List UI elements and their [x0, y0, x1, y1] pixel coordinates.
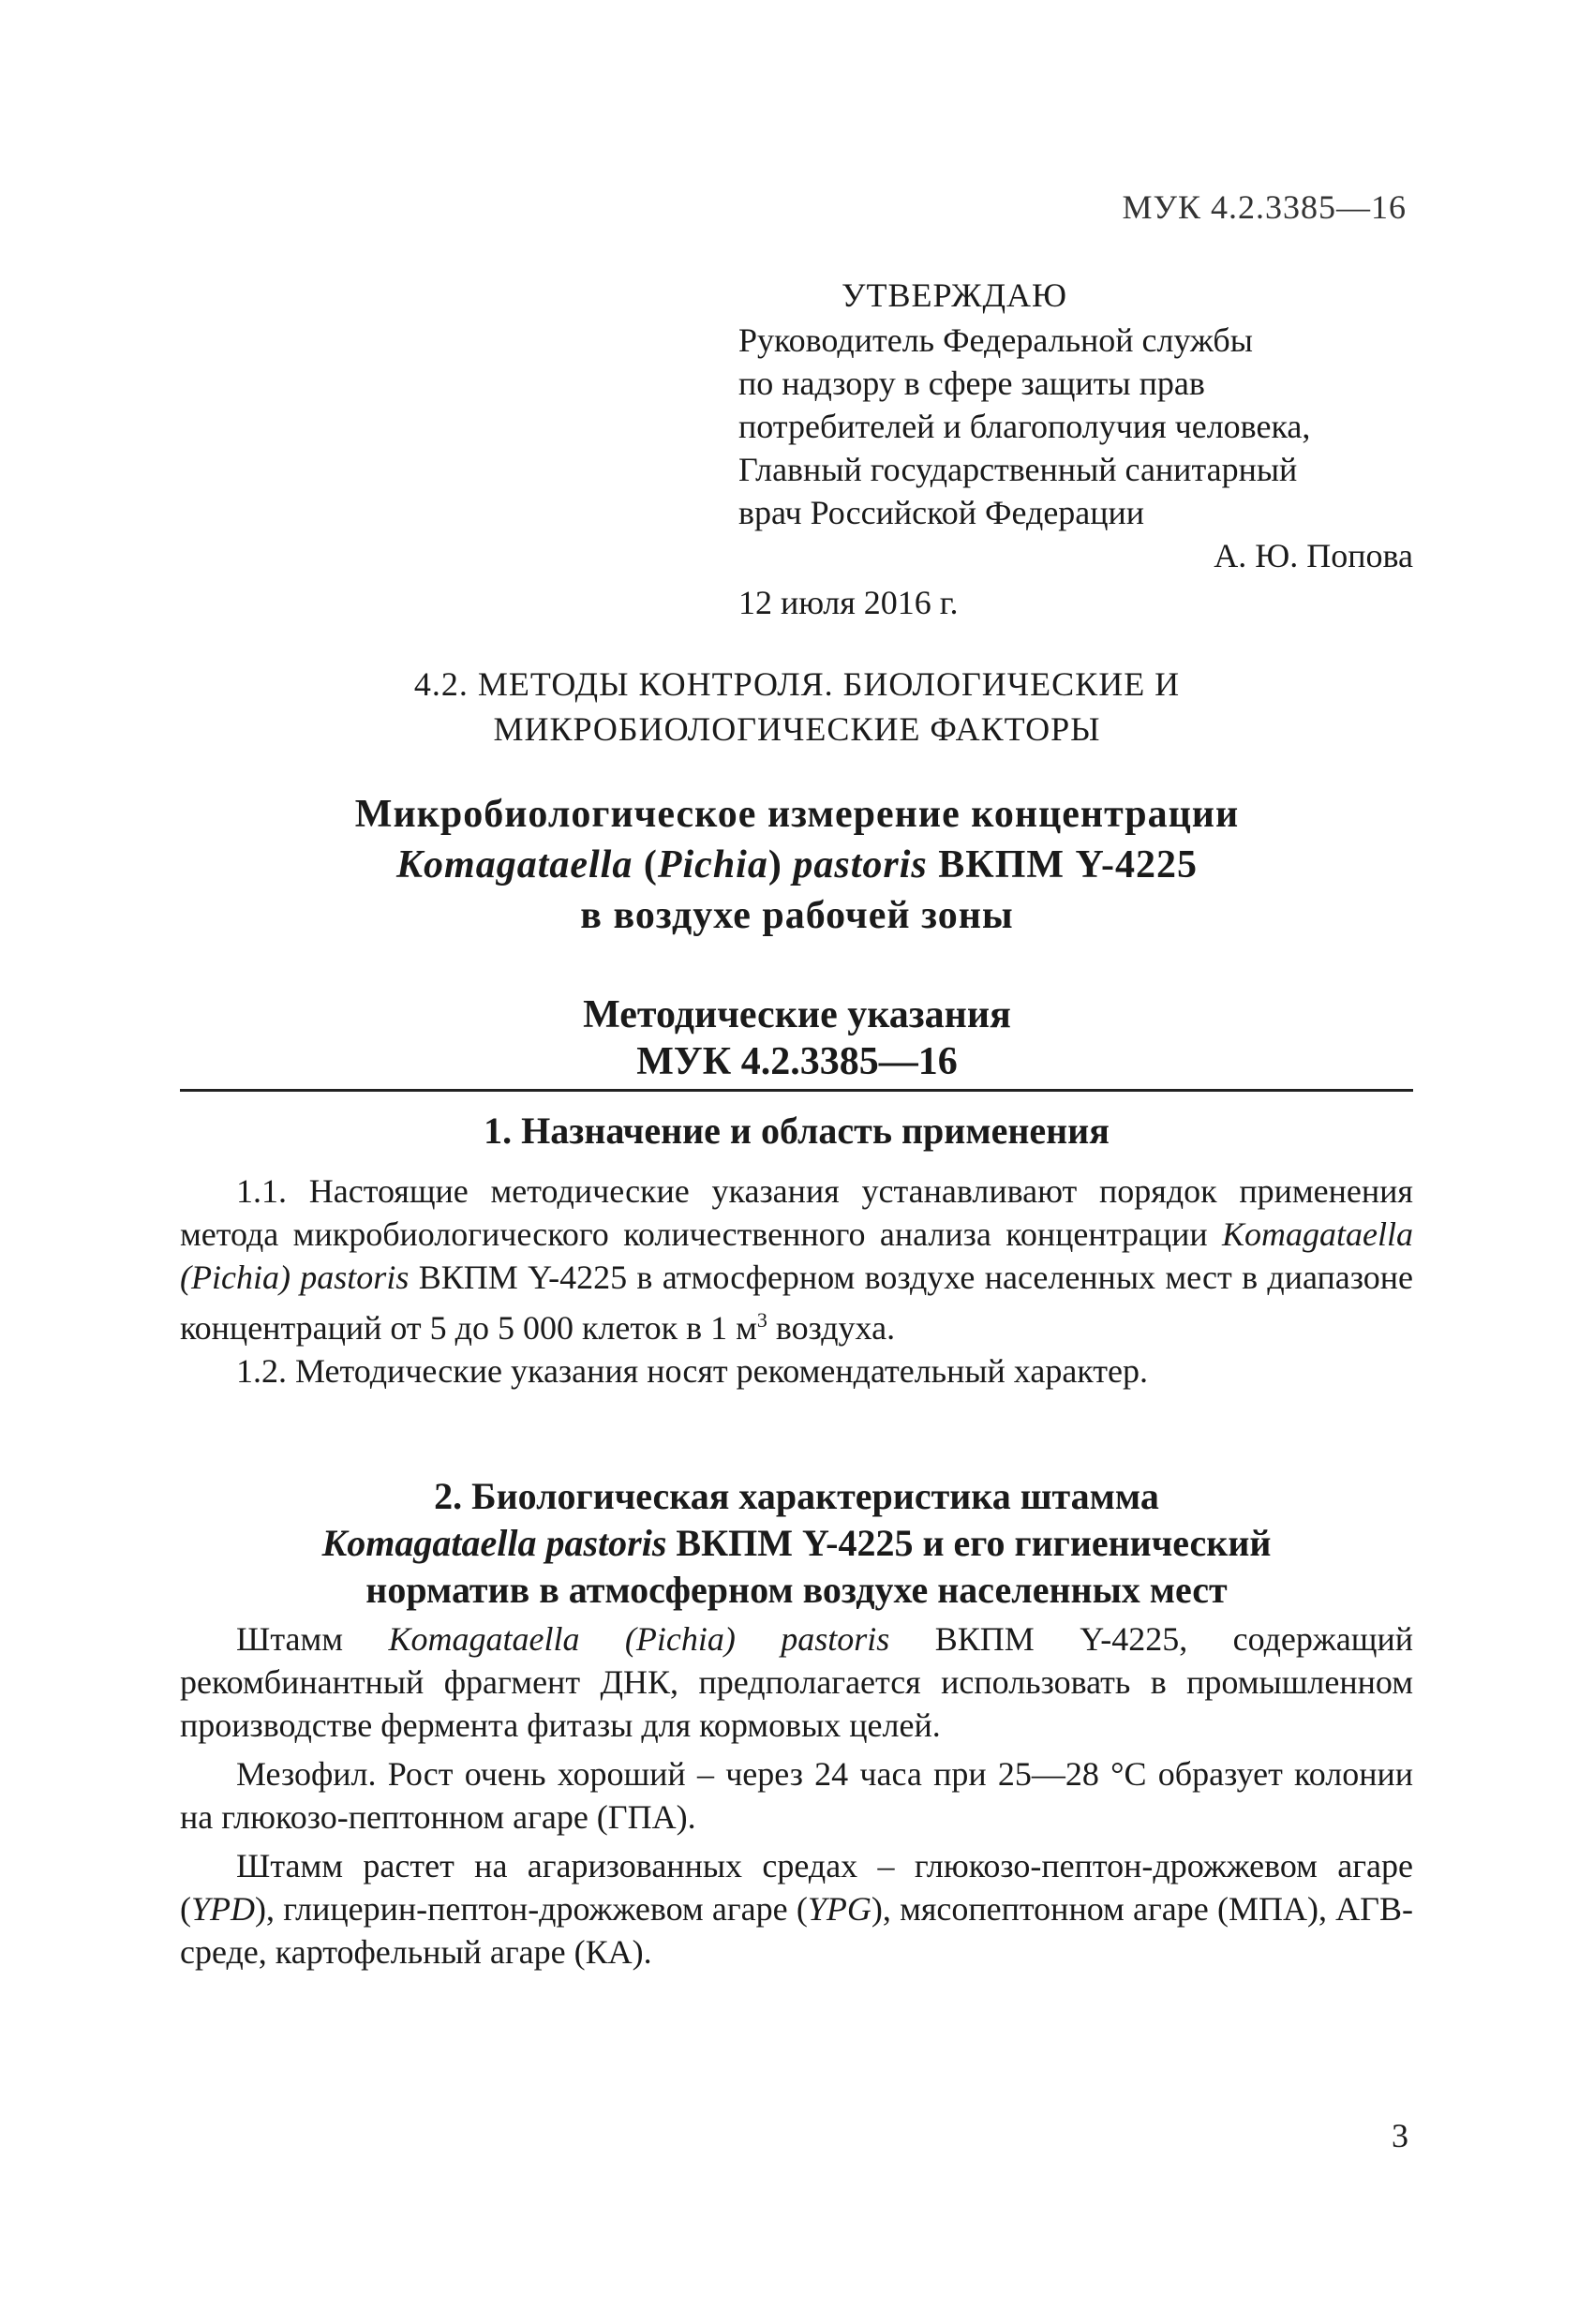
approval-block: [738, 274, 1413, 624]
section-1-heading: 1. Назначение и область применения: [484, 1110, 1110, 1152]
paragraph-text: ), глицерин-пептон-дрожжевом агаре (: [255, 1890, 808, 1928]
section-1: [180, 1108, 1413, 1393]
subtitle-line: МУК 4.2.3385—16: [636, 1040, 958, 1083]
section-2: [180, 1473, 1413, 1974]
paragraph-text: ВКПМ Y-4225, содержащий рекомбинантный фрагмент ДНК, предполагается использовать в промышленном производстве фермента фитазы для кормовых целей.: [180, 1620, 1413, 1744]
divider: [180, 1089, 1413, 1092]
species-name: pastoris: [793, 843, 928, 886]
title-line: [0, 840, 1594, 890]
title-text: ВКПМ Y-4225: [927, 843, 1198, 886]
medium-code: YPG: [807, 1890, 871, 1928]
species-name: Komagataella: [396, 843, 633, 886]
species-name: Pichia: [657, 843, 768, 886]
superscript: 3: [756, 1308, 767, 1332]
subtitle-line: Методические указания: [583, 993, 1011, 1036]
approval-line: Руководитель Федеральной службы: [738, 321, 1253, 359]
approval-title: УТВЕРЖДАЮ: [842, 276, 1068, 314]
paragraph: [180, 1617, 1413, 1747]
section-heading: [0, 662, 1594, 752]
section-heading-line: МИКРОБИОЛОГИЧЕСКИЕ ФАКТОРЫ: [493, 710, 1101, 748]
species-name: Komagataella (Pichia) pastoris: [388, 1620, 890, 1658]
heading-line: [180, 1520, 1413, 1567]
title-line: Микробиологическое измерение концентрации: [354, 793, 1240, 836]
approval-line: Главный государственный санитарный: [738, 451, 1298, 488]
paragraph: Мезофил. Рост очень хороший – через 24 часа при 25—28 °С образует колонии на глюкозо-пептонном агаре (ГПА).: [180, 1755, 1413, 1836]
heading-line: 2. Биологическая характеристика штамма: [434, 1475, 1159, 1517]
approval-signer: А. Ю. Попова: [1214, 537, 1413, 574]
paragraph-text: ВКПМ Y-4225 в атмосферном воздухе населенных мест в диапазоне концентраций от 5 до 5 000 клеток в 1 м: [180, 1259, 1414, 1347]
species-name: Komagataella pastoris: [321, 1522, 667, 1564]
document-code: МУК 4.2.3385—16: [1122, 188, 1407, 226]
paragraph-text: Штамм растет на агаризованных средах – глюкозо-пептон-дрожжевом агаре (: [180, 1847, 1413, 1928]
approval-line: потребителей и благополучия человека,: [738, 408, 1311, 445]
page-number: 3: [1392, 2117, 1408, 2154]
document-title: [0, 789, 1594, 941]
medium-code: YPD: [191, 1890, 256, 1928]
paragraph-text: Штамм: [236, 1620, 389, 1658]
paragraph-text: ), мясопептонном агаре (МПА), АГВ-среде, картофельный агаре (КА).: [180, 1890, 1413, 1971]
paragraph: [180, 1169, 1413, 1349]
approval-line: по надзору в сфере защиты прав: [738, 365, 1205, 402]
heading-text: ВКПМ Y-4225 и его гигиенический: [666, 1522, 1272, 1564]
paragraph-text: воздуха.: [767, 1309, 896, 1347]
title-line: в воздухе рабочей зоны: [580, 894, 1014, 937]
species-name: Komagataella (Pichia) pastoris: [180, 1215, 1413, 1296]
approval-date: 12 июля 2016 г.: [738, 584, 959, 621]
approval-line: врач Российской Федерации: [738, 494, 1145, 531]
section-2-heading: [180, 1473, 1413, 1614]
title-text: ): [767, 843, 794, 886]
document-subtitle: [0, 991, 1594, 1085]
title-text: (: [633, 843, 658, 886]
heading-line: норматив в атмосферном воздухе населенных мест: [365, 1569, 1228, 1611]
section-heading-line: 4.2. МЕТОДЫ КОНТРОЛЯ. БИОЛОГИЧЕСКИЕ И: [413, 665, 1181, 703]
paragraph: 1.2. Методические указания носят рекомендательный характер.: [236, 1352, 1149, 1390]
paragraph-text: 1.1. Настоящие методические указания устанавливают порядок применения метода микробиологического количественного анализа концентрации: [180, 1172, 1413, 1253]
paragraph: [180, 1844, 1413, 1974]
